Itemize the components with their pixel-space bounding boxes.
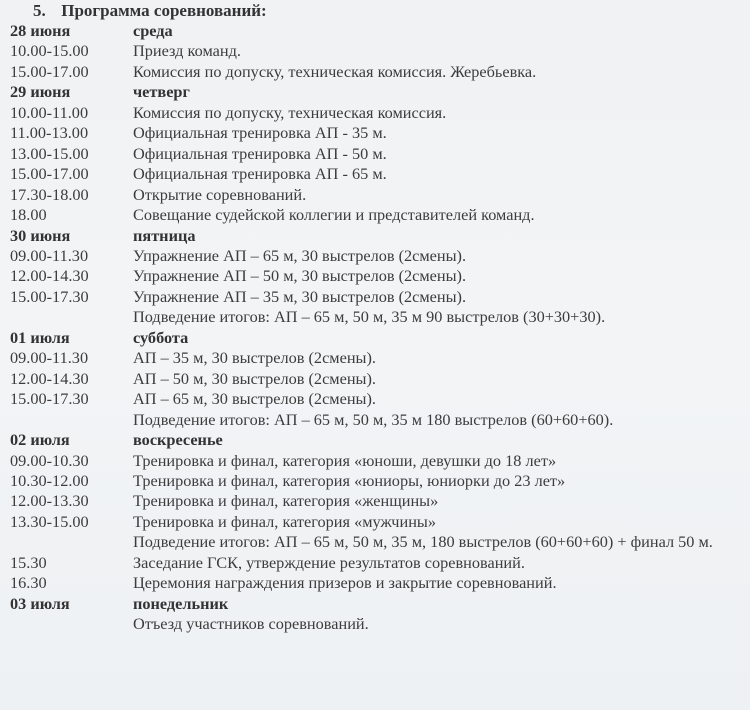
schedule-item <box>10 389 745 409</box>
day-date: 29 июня <box>10 82 71 102</box>
item-text: Заседание ГСК, утверждение результатов соревнований. <box>133 552 525 572</box>
schedule-item <box>10 287 745 307</box>
item-text: Церемония награждения призеров и закрытие соревнований. <box>133 573 557 593</box>
schedule-item <box>10 369 745 389</box>
schedule-item <box>10 307 745 327</box>
item-text: АП – 35 м, 30 выстрелов (2смены). <box>133 348 376 368</box>
item-time: 13.30-15.00 <box>10 511 89 531</box>
day-weekday: среда <box>133 21 173 40</box>
item-text: Официальная тренировка АП - 35 м. <box>133 123 387 143</box>
item-time: 12.00-14.30 <box>10 368 89 388</box>
item-time: 15.00-17.00 <box>10 164 89 184</box>
schedule-item <box>10 266 745 286</box>
item-time: 12.00-14.30 <box>10 266 89 286</box>
item-time: 17.30-18.00 <box>10 184 89 204</box>
item-time: 11.00-13.00 <box>10 123 89 143</box>
item-time: 09.00-11.30 <box>10 245 89 265</box>
day-date: 03 июля <box>10 593 70 613</box>
schedule-item <box>10 614 745 634</box>
item-text: Официальная тренировка АП - 65 м. <box>133 164 387 184</box>
item-text: Комиссия по допуску, техническая комиссия. Жеребьевка. <box>133 61 537 81</box>
schedule-item <box>10 123 745 143</box>
day-date: 28 июня <box>10 21 71 40</box>
schedule-item <box>10 348 745 368</box>
item-time <box>10 410 133 430</box>
schedule-item <box>10 103 745 123</box>
item-text: Упражнение АП – 35 м, 30 выстрелов (2смены). <box>133 286 467 306</box>
schedule-item <box>10 471 745 491</box>
schedule-item <box>10 512 745 532</box>
item-time: 10.30-12.00 <box>10 470 89 490</box>
schedule-item <box>10 41 745 61</box>
item-text: Приезд команд. <box>133 41 241 61</box>
item-time: 09.00-10.30 <box>10 450 89 470</box>
schedule-item <box>10 185 745 205</box>
schedule-item <box>10 532 745 552</box>
schedule-item <box>10 573 745 593</box>
schedule-item <box>10 205 745 225</box>
item-time <box>10 614 133 634</box>
item-text: Тренировка и финал, категория «мужчины» <box>133 511 436 531</box>
item-text: Совещание судейской коллегии и представителей команд. <box>133 205 535 225</box>
item-text: Упражнение АП – 50 м, 30 выстрелов (2смены). <box>133 266 467 286</box>
item-text: Подведение итогов: АП – 65 м, 50 м, 35 м 90 выстрелов (30+30+30). <box>133 307 606 327</box>
schedule-item <box>10 164 745 184</box>
item-time: 15.30 <box>10 552 47 572</box>
item-text: Официальная тренировка АП - 50 м. <box>133 143 387 163</box>
item-time: 18.00 <box>10 205 47 225</box>
item-time: 09.00-11.30 <box>10 348 89 368</box>
schedule-item <box>10 246 745 266</box>
schedule-item <box>10 491 745 511</box>
item-text: Открытие соревнований. <box>133 184 307 204</box>
schedule-item <box>10 553 745 573</box>
day-date: 30 июня <box>10 225 71 245</box>
section-number: 5. <box>33 1 46 20</box>
item-time <box>10 532 133 552</box>
item-text: АП – 50 м, 30 выстрелов (2смены). <box>133 368 376 388</box>
schedule-item <box>10 144 745 164</box>
day-date: 01 июля <box>10 327 70 347</box>
day-header <box>10 430 745 450</box>
day-weekday: воскресенье <box>133 430 223 450</box>
item-text: Комиссия по допуску, техническая комиссия. <box>133 102 447 122</box>
schedule-item <box>10 451 745 471</box>
item-text: Упражнение АП – 65 м, 30 выстрелов (2смены). <box>133 245 467 265</box>
item-text: Подведение итогов: АП – 65 м, 50 м, 35 м, 180 выстрелов (60+60+60) + финал 50 м. <box>133 532 713 552</box>
day-weekday: пятница <box>133 225 196 245</box>
schedule-item <box>10 62 745 82</box>
item-time: 15.00-17.30 <box>10 286 89 306</box>
day-weekday: понедельник <box>133 593 229 613</box>
section-title-text: Программа соревнований: <box>61 1 267 20</box>
section-title <box>33 1 267 21</box>
day-header <box>10 226 745 246</box>
item-text: Отъезд участников соревнований. <box>133 614 369 634</box>
day-date: 02 июля <box>10 430 70 450</box>
day-header <box>10 82 745 102</box>
item-time: 12.00-13.30 <box>10 491 89 511</box>
item-time <box>10 307 133 327</box>
day-header <box>10 21 745 41</box>
item-text: Тренировка и финал, категория «юниоры, юниорки до 23 лет» <box>133 470 566 490</box>
item-time: 10.00-15.00 <box>10 41 89 61</box>
item-time: 16.30 <box>10 573 47 593</box>
item-text: Тренировка и финал, категория «женщины» <box>133 491 439 511</box>
item-text: Подведение итогов: АП – 65 м, 50 м, 35 м 180 выстрелов (60+60+60). <box>133 409 614 429</box>
day-header <box>10 594 745 614</box>
item-text: Тренировка и финал, категория «юноши, девушки до 18 лет» <box>133 450 557 470</box>
item-time: 15.00-17.30 <box>10 389 89 409</box>
item-text: АП – 65 м, 30 выстрелов (2смены). <box>133 389 376 409</box>
schedule-item <box>10 410 745 430</box>
day-weekday: суббота <box>133 327 189 347</box>
item-time: 15.00-17.00 <box>10 61 89 81</box>
day-header <box>10 328 745 348</box>
schedule <box>10 21 745 635</box>
item-time: 10.00-11.00 <box>10 102 89 122</box>
day-weekday: четверг <box>133 82 190 102</box>
item-time: 13.00-15.00 <box>10 143 89 163</box>
